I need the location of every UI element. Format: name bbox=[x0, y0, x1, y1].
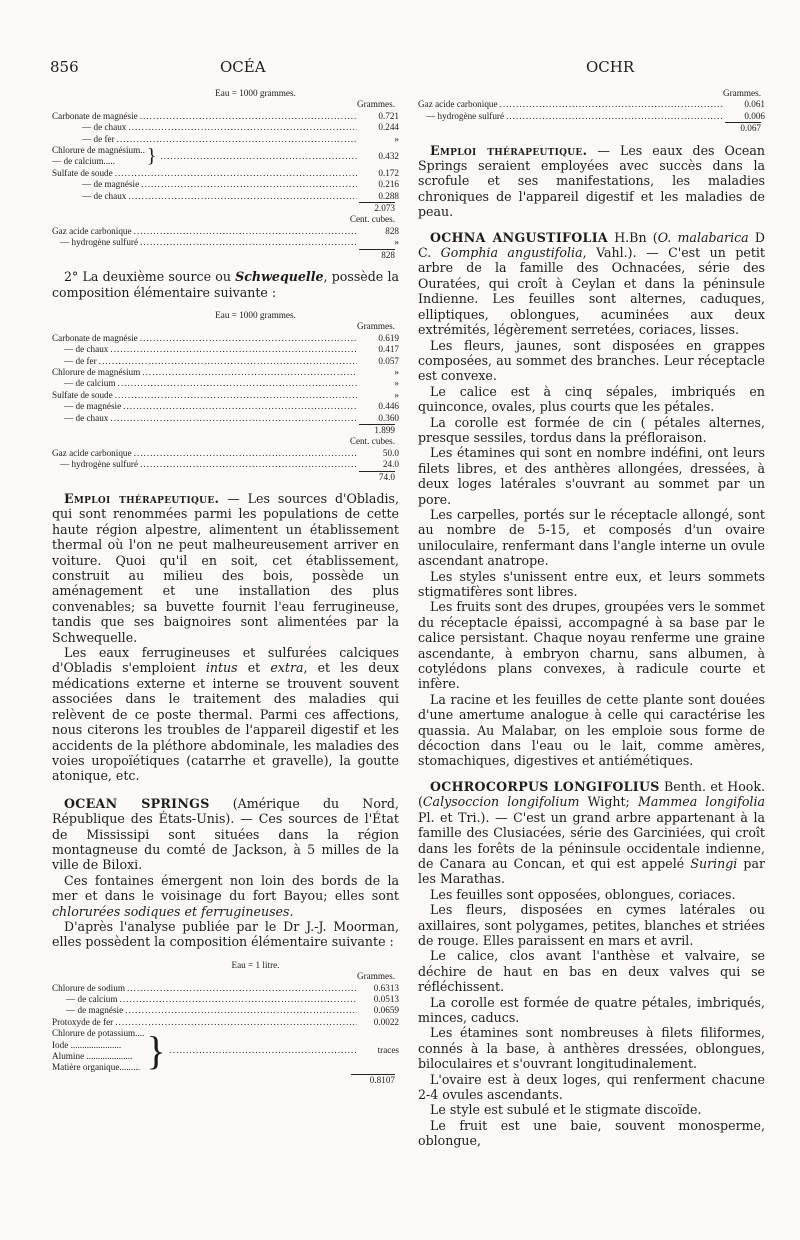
right-running-title: OCHR bbox=[586, 58, 635, 76]
analysis-table-gases bbox=[418, 88, 765, 135]
table-total: 1.899 bbox=[359, 424, 395, 436]
table-row: — de calcium ..... » bbox=[52, 378, 399, 389]
table-row-braced: Chlorure de potassium.... Iode ...................... Alumine .................... Matière organique......... } ..... traces bbox=[52, 1028, 399, 1074]
paragraph: D'après l'analyse publiée par le Dr J.-J. Moorman, elles possèdent la composition élémentaire suivante : bbox=[52, 918, 399, 950]
table-caption: Eau = 1000 grammes. bbox=[215, 88, 296, 98]
table-row: Sulfate de soude ..... 0.172 bbox=[52, 168, 399, 179]
paragraph: Le style est subulé et le stigmate discoïde. bbox=[430, 1102, 702, 1118]
table-unit: Grammes. bbox=[722, 88, 761, 98]
table-row: — de magnésie ..... 0.0659 bbox=[52, 1005, 399, 1016]
table-row: — de fer ..... » bbox=[52, 134, 399, 145]
table-row: Protoxyde de fer ..... 0.0022 bbox=[52, 1017, 399, 1028]
table-unit: Grammes. bbox=[356, 321, 395, 332]
table-row: — de chaux ..... 0.288 bbox=[52, 191, 399, 202]
paragraph: Le calice, clos avant l'anthèse et valvaire, se déchire de haut en bas en deux valves qui se réfléchissent. bbox=[418, 948, 765, 995]
table-row: — hydrogène sulfuré ..... 0.006 bbox=[418, 111, 765, 122]
paragraph: La corolle est formée de quatre pétales, imbriqués, minces, caducs. bbox=[418, 994, 765, 1025]
table-row: — hydrogène sulfuré ..... » bbox=[52, 237, 399, 248]
table-row: Sulfate de soude ..... » bbox=[52, 390, 399, 401]
table-total: 0.067 bbox=[725, 122, 761, 134]
table-row: Gaz acide carbonique ..... 828 bbox=[52, 226, 399, 237]
table-unit: Grammes. bbox=[356, 99, 395, 110]
entry-ochna-angustifolia: OCHNA ANGUSTIFOLIA H.Bn (O. malabarica D C. Gomphia angustifolia, Vahl.). — C'est un petit arbre de la famille des Ochnacées, série des Ouratées, qui croît à Ceylan et dans la péninsule Indienne. Les feuilles sont alternes, caduques, elliptiques, oblongues, acuminées aux deux extrémités, légèrement serretées, coriaces, lisses. bbox=[418, 229, 765, 338]
table-row: — de magnésie ..... 0.446 bbox=[52, 401, 399, 412]
right-column bbox=[418, 88, 765, 1149]
paragraph: Les feuilles sont opposées, oblongues, coriaces. bbox=[430, 886, 736, 902]
table-row: Gaz acide carbonique ..... 50.0 bbox=[52, 448, 399, 459]
paragraph: Emploi thérapeutique. — Les sources d'Obladis, qui sont renommées parmi les populations de cette haute région alpestre, alimentent un établissement thermal où l'on ne peut malheureusement arriver en voiture. Quoi qu'il en soit, cet établissement, construit au milieu des bois, possède un aménagement et une installation des plus convenables; sa buvette fournit l'eau ferrugineuse, tandis que ses baignoires sont alimentées par la Schwequelle. bbox=[52, 491, 399, 645]
table-row: — de chaux ..... 0.417 bbox=[52, 344, 399, 355]
running-header bbox=[50, 58, 770, 82]
table-total: 0.8107 bbox=[351, 1074, 395, 1086]
paragraph: Les styles s'unissent entre eux, et leurs sommets stigmatifères sont libres. bbox=[418, 568, 765, 599]
table-row: — de magnésie ..... 0.216 bbox=[52, 179, 399, 190]
left-running-title: OCÉA bbox=[220, 58, 266, 76]
table-row: Chlorure de magnésium ..... » bbox=[52, 367, 399, 378]
paragraph: Les fleurs, jaunes, sont disposées en grappes composées, au sommet des branches. Leur réceptacle est convexe. bbox=[418, 337, 765, 384]
paragraph: Les étamines qui sont en nombre indéfini, ont leurs filets libres, et des anthères allongées, dressées, à deux loges latérales s'ouvrant au sommet par un pore. bbox=[418, 445, 765, 507]
analysis-table-1 bbox=[52, 88, 399, 261]
table-total: 828 bbox=[359, 249, 395, 261]
table-row: Gaz acide carbonique ..... 0.061 bbox=[418, 99, 765, 110]
paragraph: Les fruits sont des drupes, groupées vers le sommet du réceptacle épaissi, accompagné à sa base par le calice persistant. Chaque noyau renferme une graine ascendante, à embryon charnu, sans albumen, à cotylédons plans convexes, à radicule courte et infère. bbox=[418, 599, 765, 692]
entry-ochrocorpus-longifolius: OCHROCORPUS LONGIFOLIUS Benth. et Hook. (Calysoccion longifolium Wight; Mammea longifolia Pl. et Tri.). — C'est un grand arbre appartenant à la famille des Clusiacées, série des Garciniées, qui croît dans les forêts de la péninsule occidentale indienne, de Canara au Concan, et qui est appelé Suringi par les Marathas. bbox=[418, 778, 765, 887]
paragraph: L'ovaire est à deux loges, qui renferment chacune 2-4 ovules ascendants. bbox=[418, 1071, 765, 1102]
table-row: Chlorure de sodium ..... 0.6313 bbox=[52, 983, 399, 994]
table-row: — de fer ..... 0.057 bbox=[52, 356, 399, 367]
table-row: — de calcium ..... 0.0513 bbox=[52, 994, 399, 1005]
paragraph: Les fleurs, disposées en cymes latérales ou axillaires, sont polygames, petites, blanches et striées de rouge. Elles paraissent en mars et avril. bbox=[418, 902, 765, 948]
paragraph: La corolle est formée de cin ( pétales alternes, presque sessiles, tordus dans la préfloraison. bbox=[418, 414, 765, 445]
table-caption: Eau = 1000 grammes. bbox=[215, 309, 296, 320]
table-row: — de chaux ..... 0.244 bbox=[52, 122, 399, 133]
table-row: Carbonate de magnésie ..... 0.721 bbox=[52, 111, 399, 122]
analysis-table-2 bbox=[52, 310, 399, 483]
table-caption: Eau = 1 litre. bbox=[231, 959, 280, 970]
table-row: — de chaux ..... 0.360 bbox=[52, 413, 399, 424]
paragraph: Les carpelles, portés sur le réceptacle allongé, sont au nombre de 5-15, et composés d'un ovaire uniloculaire, renfermant dans l'angle interne un ovule ascendant anatrope. bbox=[418, 506, 765, 569]
entry-ocean-springs: OCEAN SPRINGS (Amérique du Nord, République des États-Unis). — Ces sources de l'État de Mississipi sont situées dans la région montagneuse du comté de Jackson, à 5 milles de la ville de Biloxi. bbox=[52, 795, 399, 873]
table-row: Carbonate de magnésie ..... 0.619 bbox=[52, 333, 399, 344]
paragraph: Les eaux ferrugineuses et sulfurées calciques d'Obladis s'emploient intus et extra, et les deux médications externe et interne se trouvent souvent associées dans le traitement des maladies qui relèvent de ce poste thermal. Parmi ces affections, nous citerons les troubles de l'appareil digestif et les accidents de la pléthore abdominale, les maladies des voies uropoïétiques (catarrhe et gravelle), la goutte atonique, etc. bbox=[52, 645, 399, 784]
table-total: 74.0 bbox=[359, 471, 395, 483]
paragraph: Le fruit est une baie, souvent monosperme, oblongue, bbox=[418, 1117, 765, 1149]
table-row: — hydrogène sulfuré ..... 24.0 bbox=[52, 459, 399, 470]
paragraph: Emploi thérapeutique. — Les eaux des Ocean Springs seraient employées avec succès dans la scrofule et ses manifestations, les maladies chroniques de l'appareil digestif et les maladies de peau. bbox=[418, 142, 765, 220]
paragraph: La racine et les feuilles de cette plante sont douées d'une amertume analogue à celle qui caractérise les quassia. Au Malabar, on les emploie sous forme de décoction dans l'eau ou le lait, comme amères, stomachiques, digestives et antiémétiques. bbox=[418, 691, 765, 769]
paragraph: Les étamines sont nombreuses à filets filiformes, connés à la base, à anthères dressées, oblongues, biloculaires et s'ouvrant longitudinalement. bbox=[418, 1025, 765, 1072]
table-unit: Grammes. bbox=[356, 971, 395, 982]
table-unit: Cent. cubes. bbox=[349, 436, 395, 447]
left-column bbox=[52, 88, 399, 1094]
table-total: 2.073 bbox=[359, 202, 395, 214]
paragraph: 2° La deuxième source ou Schwequelle, possède la composition élémentaire suivante : bbox=[52, 269, 399, 300]
paragraph: Le calice est à cinq sépales, imbriqués en quinconce, ovales, plus courts que les pétales. bbox=[418, 383, 765, 415]
analysis-table-3 bbox=[52, 960, 399, 1086]
table-unit: Cent. cubes. bbox=[349, 214, 395, 225]
paragraph: Ces fontaines émergent non loin des bords de la mer et dans le voisinage du fort Bayou; elles sont chlorurées sodiques et ferrugineuses. bbox=[52, 872, 399, 919]
page-number: 856 bbox=[50, 58, 79, 76]
table-row-braced: Chlorure de magnésium.. — de calcium..... } ..... 0.432 bbox=[52, 145, 399, 168]
